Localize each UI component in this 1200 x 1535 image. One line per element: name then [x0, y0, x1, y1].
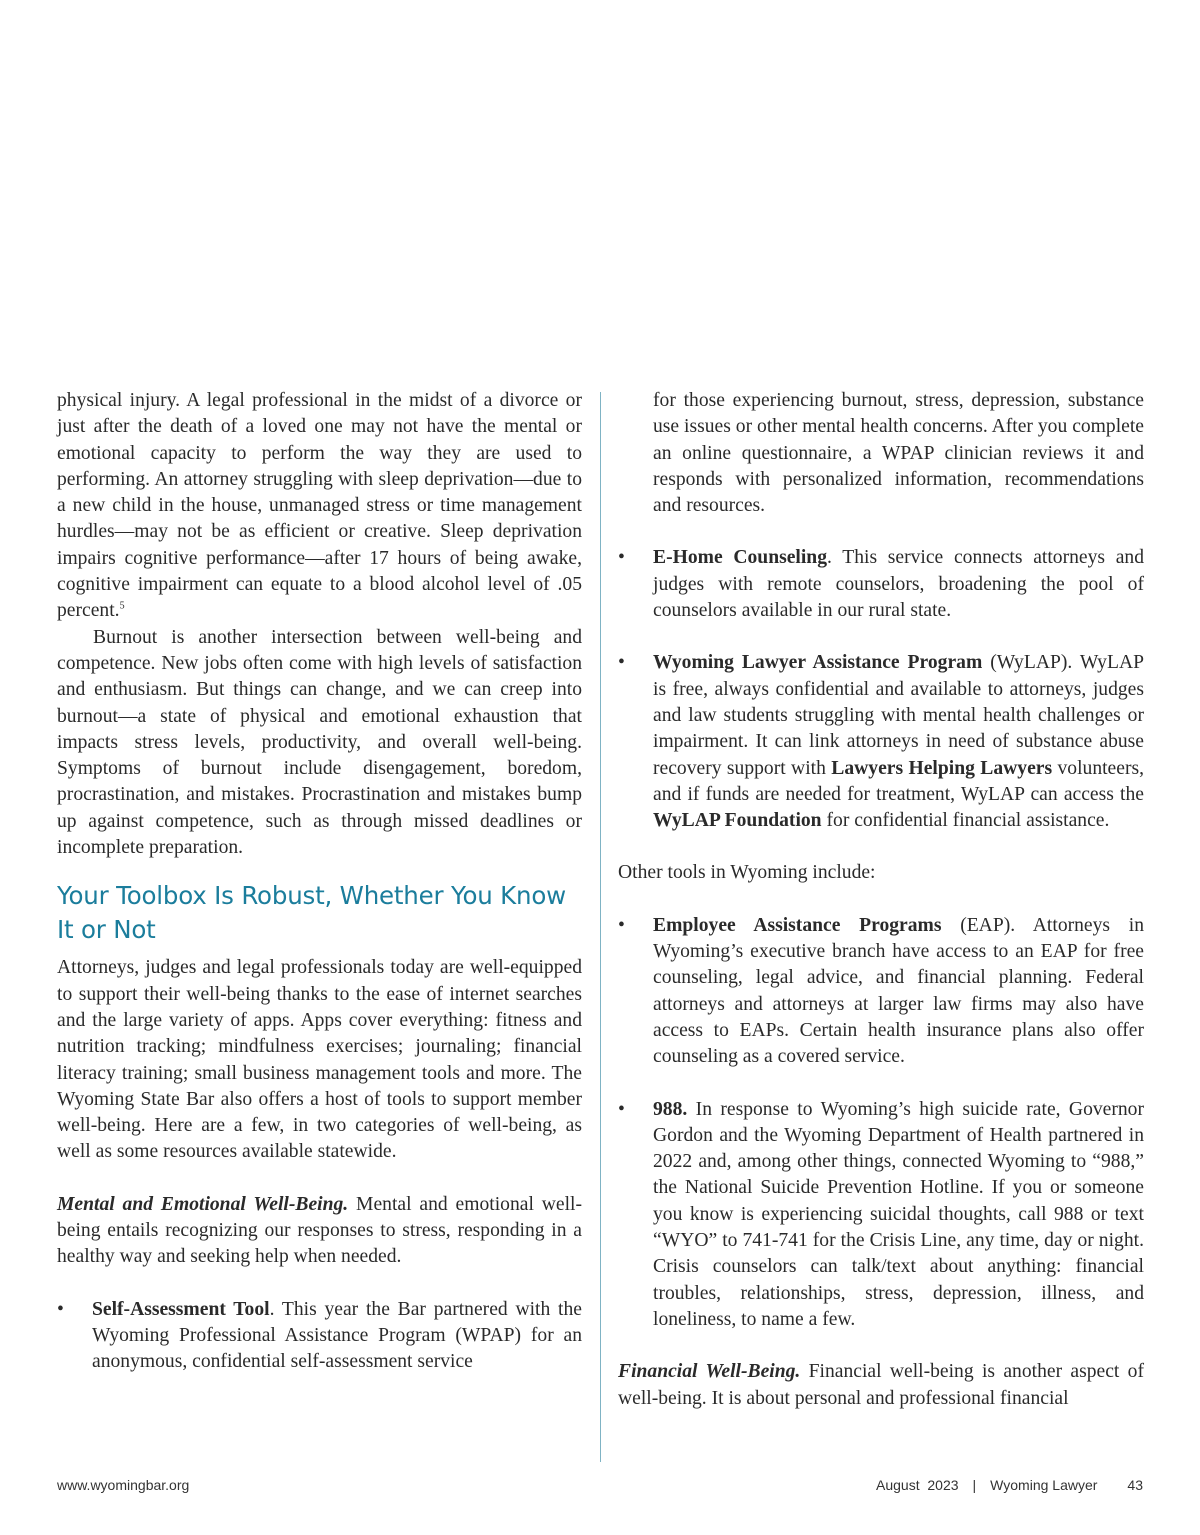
- paragraph-mental-wellbeing: Mental and Emotional Well-Being. Mental and emotional well-being entails recognizing our responses to stress, responding in a healthy way and seeking help when needed.: [57, 1193, 583, 1268]
- footer-info: [876, 1477, 1143, 1493]
- paragraph-financial-wellbeing: Financial Well-Being. Financial well-being is another aspect of well-being. It is about personal and professional financial: [618, 1361, 1144, 1409]
- paragraph-burnout: Burnout is another intersection between well-being and competence. New jobs often come with high levels of satisfaction and enthusiasm. But things can change, and we can creep into burnout—a state of physical and emotional exhaustion that impacts stress levels, productivity, and overall well-being. Symptoms of burnout include disengagement, boredom, procrastination, and mistakes. Procrastination and mistakes bump up against competence, such as through missed deadlines or incomplete preparation.: [57, 626, 582, 859]
- bullet-icon: •: [57, 1298, 64, 1320]
- footer-publication: Wyoming Lawyer: [990, 1477, 1098, 1493]
- paragraph-toolbox: Attorneys, judges and legal professionals today are well-equipped to support their well-being thanks to the ease of internet searches and the large variety of apps. Apps cover everything: fitness and nutrition tracking; mindfulness exercises; journaling; financial literacy training; small business management tools and more. The Wyoming State Bar also offers a host of tools to support member well-being. Here are a few, in two categories of well-being, as well as some resources available statewide.: [57, 957, 582, 1163]
- bullet-icon: •: [618, 652, 625, 674]
- paragraph-other-tools: Other tools in Wyoming include:: [618, 862, 876, 884]
- section-heading: Your Toolbox Is Robust, Whether You Know It or Not: [57, 881, 567, 945]
- list-item-wylap: • Wyoming Lawyer Assistance Program (WyLAP). WyLAP is free, always confidential and available to attorneys, judges and law students struggling with mental health challenges or impairment. It can link attorneys in need of substance abuse recovery support with Lawyers Helping Lawyers volunteers, and if funds are needed for treatment, WyLAP can access the WyLAP Foundation for confidential financial assistance.: [618, 652, 1145, 832]
- column-divider: [600, 392, 601, 1462]
- list-item-self-assessment: • Self-Assessment Tool. This year the Bar partnered with the Wyoming Professional Assistance Program (WPAP) for an anonymous, confidential self-assessment service: [57, 1298, 582, 1373]
- bullet-icon: •: [618, 1098, 625, 1120]
- footer-separator: |: [972, 1477, 977, 1493]
- page-number: 43: [1127, 1477, 1143, 1493]
- right-column: [618, 388, 1144, 1412]
- list-item-ehome-counseling: • E-Home Counseling. This service connects attorneys and judges with remote counselors, broadening the pool of counselors available in our rural state.: [618, 547, 1144, 622]
- footnote-ref: 5: [119, 600, 125, 612]
- paragraph-self-assessment-continued: for those experiencing burnout, stress, depression, substance use issues or other mental health concerns. After you complete an online questionnaire, a WPAP clinician reviews it and responds with personalized information, recommendations and resources.: [653, 390, 1144, 517]
- bullet-icon: •: [618, 547, 625, 569]
- footer-website: www.wyomingbar.org: [57, 1477, 190, 1493]
- list-item-988: • 988. In response to Wyoming’s high suicide rate, Governor Gordon and the Wyoming Department of Health partnered in 2022 and, among other things, connected Wyoming to “988,” the National Suicide Prevention Hotline. If you or someone you know is experiencing suicidal thoughts, call 988 or text “WYO” to 741-741 for the Crisis Line, any time, day or night. Crisis counselors can talk/text about anything: financial troubles, relationships, stress, depression, illness, and loneliness, to name a few.: [618, 1098, 1144, 1330]
- footer-date: August 2023: [876, 1477, 959, 1493]
- list-item-eap: • Employee Assistance Programs (EAP). Attorneys in Wyoming’s executive branch have access to an EAP for free counseling, legal advice, and financial planning. Federal attorneys and attorneys at larger law firms may also have access to EAPs. Certain health insurance plans also offer counseling as a covered service.: [618, 914, 1144, 1068]
- left-column: [57, 388, 582, 1376]
- bullet-icon: •: [618, 914, 625, 936]
- paragraph-sleep-deprivation: physical injury. A legal professional in the midst of a divorce or just after the death of a loved one may not have the mental or emotional capacity to perform the way they are used to performing. An attorney struggling with sleep deprivation—due to a new child in the house, unmanaged stress or time management hurdles—may not be as efficient or creative. Sleep deprivation impairs cognitive performance—after 17 hours of being awake, cognitive impairment can equate to a blood alcohol level of .05 percent.$^5$: [57, 390, 582, 622]
